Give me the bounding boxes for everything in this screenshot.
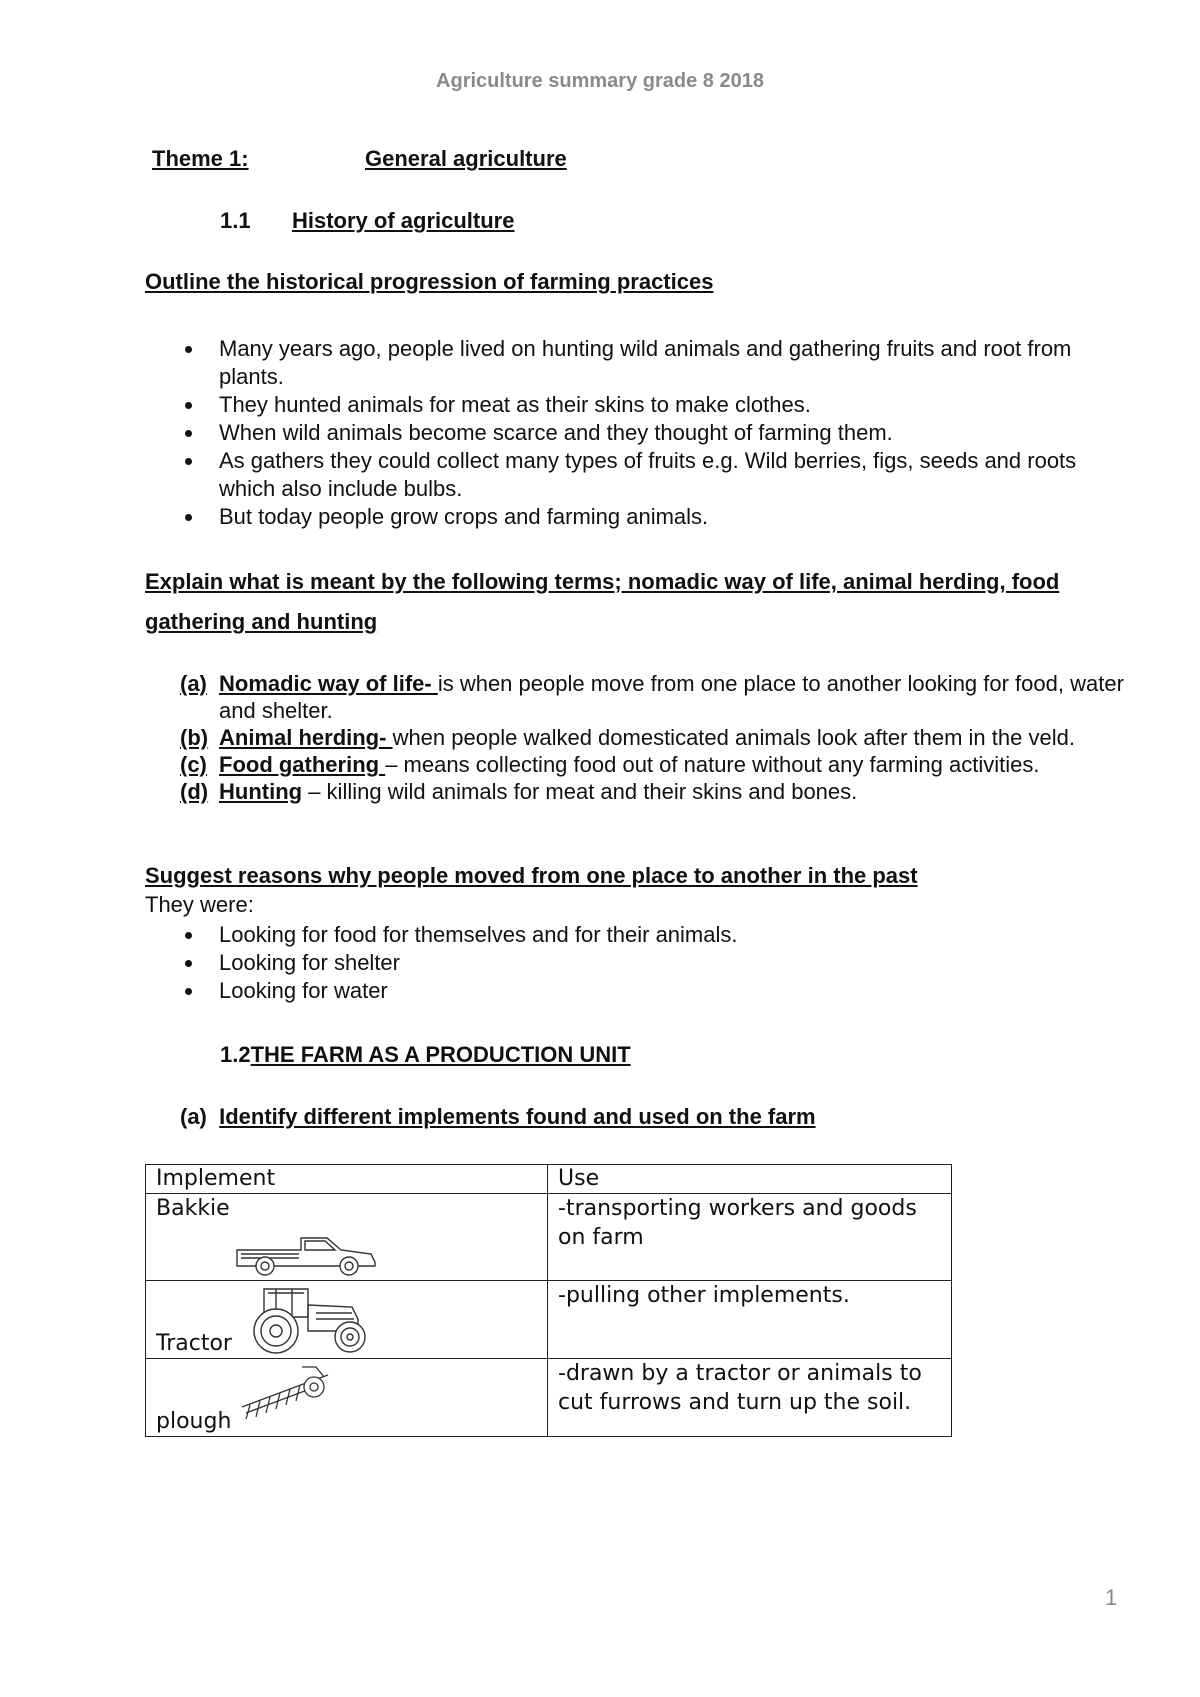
table-row (146, 1281, 952, 1359)
section-title: History of agriculture (292, 208, 515, 233)
section-heading-1-2 (220, 1042, 631, 1068)
use-cell: -transporting workers and goods on farm (548, 1194, 952, 1281)
list-item: Looking for water (183, 977, 1123, 1005)
term-tag: (a) (180, 671, 207, 696)
question-heading-progression: Outline the historical progression of farming practices (145, 269, 714, 294)
list-item (180, 724, 1140, 751)
question-text: Identify different implements found and used on the farm (219, 1104, 816, 1129)
reasons-list (183, 921, 1123, 1005)
term-definition: is when people move from one place to another looking for food, water and shelter. (219, 671, 1124, 723)
implement-cell (146, 1194, 548, 1281)
implement-name: Bakkie (156, 1196, 230, 1221)
question-tag: (a) (180, 1104, 207, 1129)
list-item: Looking for food for themselves and for their animals. (183, 921, 1123, 949)
list-item: When wild animals become scarce and they thought of farming them. (183, 419, 1123, 447)
list-item: As gathers they could collect many types of fruits e.g. Wild berries, figs, seeds and roots which also include bulbs. (183, 447, 1123, 503)
list-item: But today people grow crops and farming animals. (183, 503, 1123, 531)
term-tag: (d) (180, 779, 209, 804)
use-cell: -pulling other implements. (548, 1281, 952, 1359)
table-row (146, 1194, 952, 1281)
tractor-icon (246, 1283, 376, 1355)
use-cell: -drawn by a tractor or animals to cut furrows and turn up the soil. (548, 1359, 952, 1437)
table-header-cell: Use (548, 1165, 952, 1194)
list-item (180, 670, 1140, 724)
implement-cell (146, 1281, 548, 1359)
term-definition: – means collecting food out of nature without any farming activities. (385, 752, 1040, 777)
bakkie-icon (231, 1224, 381, 1276)
page-number: 1 (1105, 1585, 1118, 1610)
theme-value: General agriculture (365, 146, 567, 171)
list-item: They hunted animals for meat as their skins to make clothes. (183, 391, 1123, 419)
list-item: Looking for shelter (183, 949, 1123, 977)
section-number: 1.1 (220, 208, 251, 233)
theme-label: Theme 1: (152, 146, 249, 171)
term-definition: – killing wild animals for meat and their skins and bones. (302, 779, 858, 804)
plough-icon (236, 1361, 336, 1427)
terms-list (180, 670, 1140, 805)
table-header-cell: Implement (146, 1165, 548, 1194)
term-name: Animal herding- (219, 725, 393, 750)
implement-name: Tractor (156, 1331, 232, 1356)
question-heading-implements (180, 1104, 816, 1130)
implement-cell (146, 1359, 548, 1437)
section-number: 1.2 (220, 1042, 251, 1067)
table-header-row (146, 1165, 952, 1194)
question-heading-reasons: Suggest reasons why people moved from one place to another in the past (145, 863, 918, 888)
term-definition: when people walked domesticated animals look after them in the veld. (392, 725, 1075, 750)
section-heading-1-1 (220, 208, 514, 234)
list-item: Many years ago, people lived on hunting wild animals and gathering fruits and root from plants. (183, 335, 1123, 391)
page-header-title: Agriculture summary grade 8 2018 (436, 70, 764, 92)
list-item (180, 751, 1140, 778)
theme-line (152, 146, 567, 172)
implements-table (145, 1164, 952, 1437)
list-item (180, 778, 1140, 805)
section-title: THE FARM AS A PRODUCTION UNIT (250, 1042, 631, 1067)
term-tag: (c) (180, 752, 207, 777)
term-name: Nomadic way of life- (219, 671, 438, 696)
term-name: Food gathering (219, 752, 386, 777)
implement-name: plough (156, 1409, 232, 1434)
term-name: Hunting (219, 779, 303, 804)
progression-list (183, 335, 1123, 531)
reasons-intro: They were: (145, 892, 254, 917)
question-heading-terms: Explain what is meant by the following terms; nomadic way of life, animal herding, food gathering and hunting (145, 569, 1060, 634)
table-row (146, 1359, 952, 1437)
term-tag: (b) (180, 725, 209, 750)
